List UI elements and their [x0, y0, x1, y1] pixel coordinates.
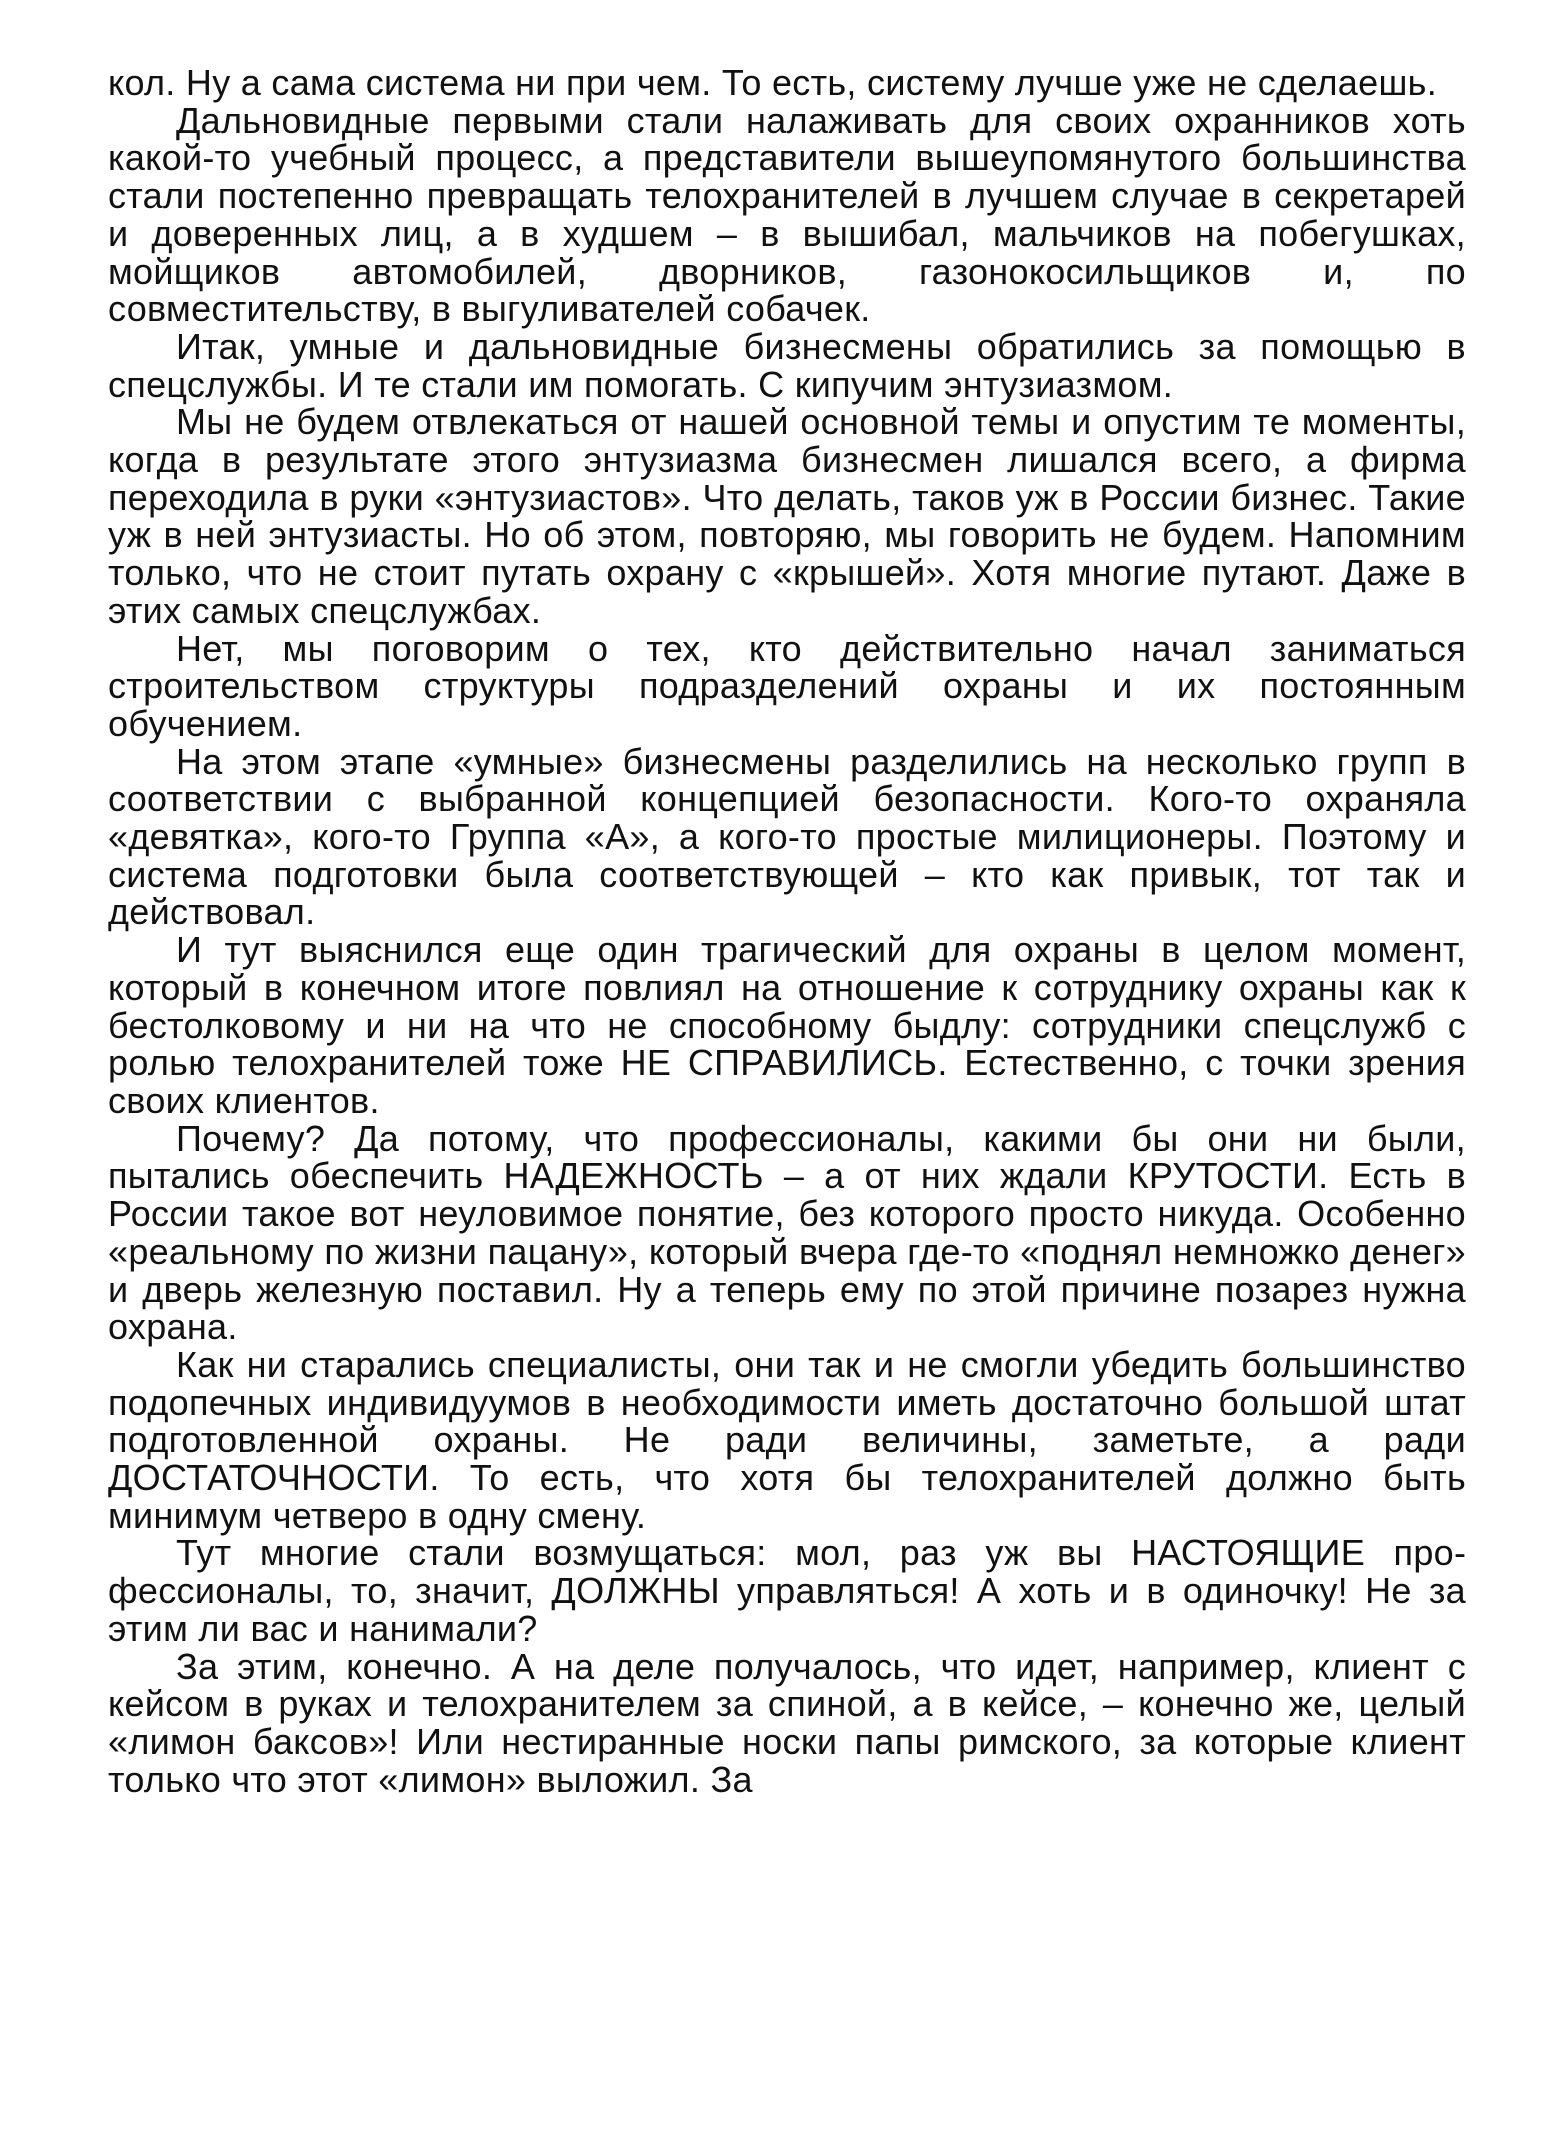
- paragraph-3: Итак, умные и дальновидные бизнесмены обратились за помощью в спецслужбы. И те стали им помогать. С кипучим энтузиазмом.: [108, 325, 1466, 405]
- paragraph-6: На этом этапе «умные» бизнесмены разделились на несколько групп в соответствии с выбранной концепцией безопасности. Кого-то охраняла «девятка», кого-то Группа «А», а кого-то простые милиционеры. Поэтому и система подготовки была соответствующей – кто как привык, тот так и действовал.: [108, 740, 1466, 933]
- paragraph-5: Нет, мы поговорим о тех, кто действительно начал заниматься строительством структуры подразделений охраны и их постоянным обучением.: [108, 627, 1466, 744]
- paragraph-11: За этим, конечно. А на деле получалось, что идет, например, клиент с кейсом в руках и телохранителем за спиной, а в кейсе, – конечно же, целый «лимон баксов»! Или нестиранные носки папы римского, за которые клиент только что этот «лимон» выложил. За: [108, 1645, 1466, 1800]
- paragraph-4: Мы не будем отвлекаться от нашей основной темы и опустим те моменты, когда в результате этого энтузиазма бизнесмен лишался всего, а фирма переходила в руки «энтузиастов». Что делать, таков уж в России бизнес. Такие уж в ней энтузиасты. Но об этом, повторяю, мы говорить не будем. Напомним только, что не стоит путать охрану с «крышей». Хотя многие путают. Даже в этих самых спецслужбах.: [108, 401, 1466, 631]
- paragraph-2: Дальновидные первыми стали налаживать для своих охранников хоть какой-то учебный процесс, а представители вышеупомянутого большинства стали постепенно превращать телохранителей в лучшем случае в секретарей и доверенных лиц, а в худшем – в вышибал, мальчиков на побегушках, мойщиков автомобилей, дворников, газонокосильщиков и, по совместительству, в выгуливателей собачек.: [108, 99, 1466, 330]
- paragraph-9: Как ни старались специалисты, они так и не смогли убедить большинство подопечных индивидуумов в необходимости иметь достаточно большой штат подготовленной охраны. Не ради величины, заметьте, а ради ДОСТАТОЧНОСТИ. То есть, что хотя бы телохранителей должно быть минимум четверо в одну смену.: [108, 1343, 1466, 1536]
- paragraph-1: кол. Ну а сама система ни при чем. То есть, систему лучше уже не сделаешь.: [108, 62, 1437, 103]
- paragraph-8: Почему? Да потому, что профессионалы, какими бы они ни были, пытались обеспечить НАДЕЖНОСТЬ – а от них ждали КРУТОСТИ. Есть в России такое вот неуловимое понятие, без которого просто никуда. Особенно «реальному по жизни пацану», который вчера где-то «поднял немножко денег» и дверь железную поставил. Ну а теперь ему по этой причине позарез нужна охрана.: [108, 1117, 1466, 1348]
- page-text-block: [108, 64, 1466, 1798]
- paragraph-7: И тут выяснился еще один трагический для охраны в целом момент, который в конечном итоге повлиял на отношение к сотруднику охраны как к бестолковому и ни на что не способному быдлу: сотрудники спецслужб с ролью телохранителей тоже НЕ СПРАВИЛИСЬ. Естественно, с точки зрения своих клиентов.: [108, 929, 1466, 1121]
- paragraph-10: Тут многие стали возмущаться: мол, раз уж вы НАСТОЯЩИЕ профессионалы, то, значит, ДОЛЖНЫ управляться! А хоть и в одиночку! Не за этим ли вас и нанимали?: [108, 1532, 1466, 1649]
